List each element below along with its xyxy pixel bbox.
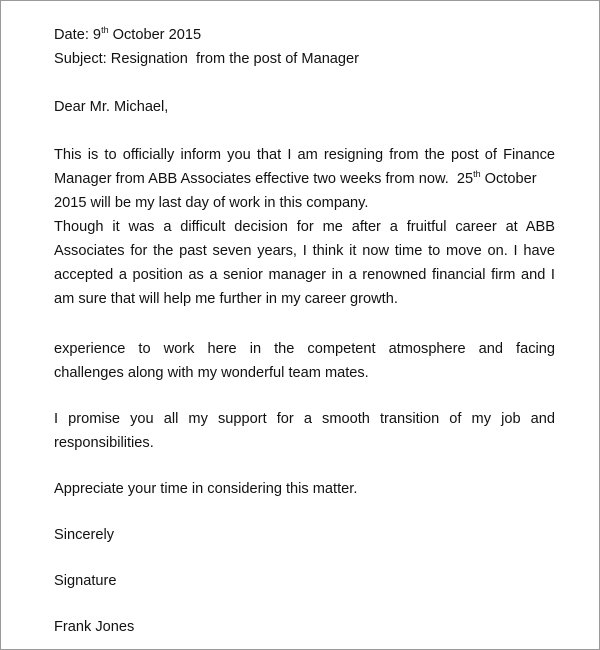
paragraph-line: Associates for the past seven years, I think it now time to move on. I have [54, 243, 555, 259]
ordinal-suffix: th [473, 169, 481, 179]
paragraph-line: responsibilities. [54, 435, 154, 451]
spacer [54, 455, 555, 477]
date-ordinal: th [101, 25, 109, 35]
paragraph-4 [54, 407, 555, 455]
paragraph-line [54, 167, 555, 191]
paragraph-line: challenges along with my wonderful team mates. [54, 365, 369, 381]
paragraph-line: This is to officially inform you that I am resigning from the post of Finance [54, 147, 555, 163]
text-span: October [480, 171, 537, 187]
spacer [54, 385, 555, 407]
closing: Sincerely [54, 527, 115, 543]
spacer [54, 501, 555, 523]
paragraph-line: am sure that will help me further in my career growth. [54, 291, 398, 307]
text-span: Manager from ABB Associates effective two weeks from now. 25 [54, 171, 474, 187]
spacer [54, 119, 555, 143]
date-line [54, 23, 555, 47]
spacer [54, 311, 555, 335]
paragraph-line: accepted a position as a senior manager in a renowned financial firm and I [54, 267, 555, 283]
date-label: Date: 9 [54, 27, 102, 43]
paragraph-line: 2015 will be my last day of work in this company. [54, 195, 369, 211]
paragraph-line: I promise you all my support for a smooth transition of my job and [54, 411, 555, 427]
paragraph-line: experience to work here in the competent atmosphere and facing [54, 341, 555, 357]
signature: Signature [54, 573, 117, 589]
spacer [54, 593, 555, 615]
paragraph-1 [54, 143, 555, 215]
paragraph-2 [54, 215, 555, 311]
resignation-letter [54, 23, 555, 639]
spacer [54, 547, 555, 569]
spacer [54, 71, 555, 95]
subject-line: Subject: Resignation from the post of Manager [54, 51, 360, 67]
paragraph-line: Though it was a difficult decision for me after a fruitful career at ABB [54, 219, 555, 235]
paragraph-3 [54, 337, 555, 385]
sender-name: Frank Jones [54, 619, 135, 635]
paragraph-5: Appreciate your time in considering this matter. [54, 481, 358, 497]
date-rest: October 2015 [108, 27, 202, 43]
salutation: Dear Mr. Michael, [54, 99, 169, 115]
